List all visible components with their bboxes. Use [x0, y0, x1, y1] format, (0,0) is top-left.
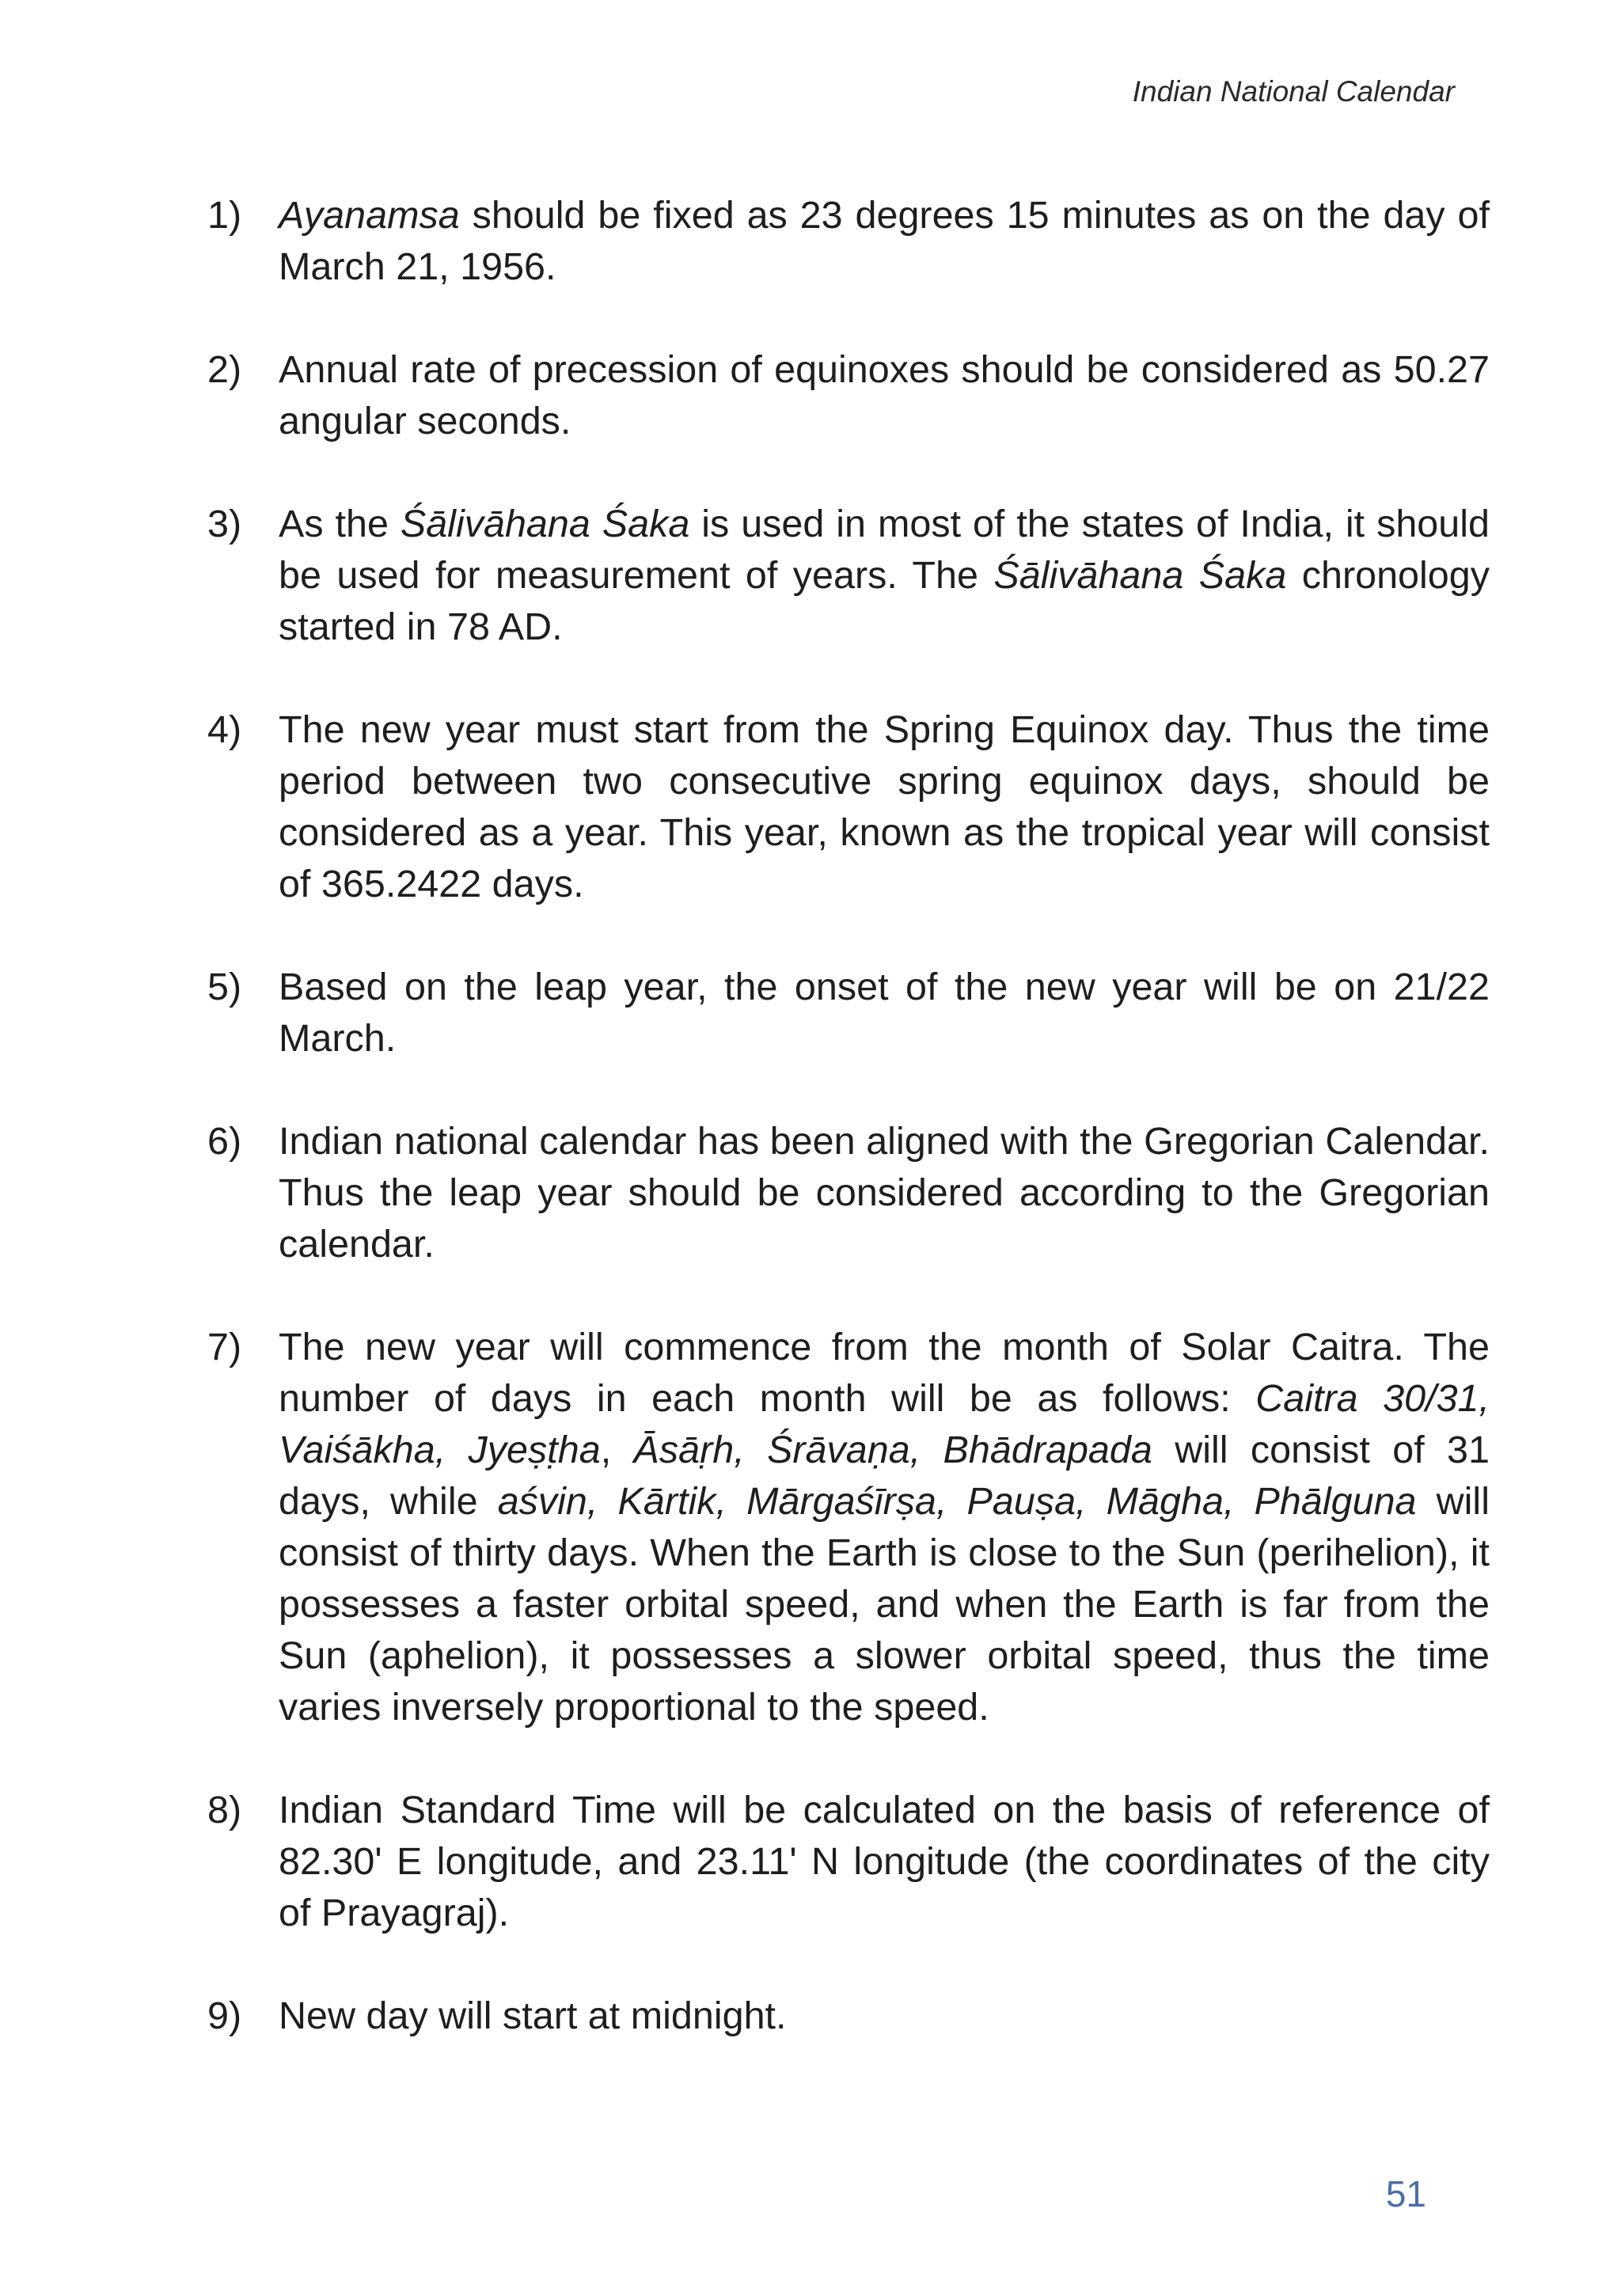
item-text — [279, 1994, 787, 2037]
text-segment: The new year must start from the Spring Equinox day. Thus the time period between two consecutive spring equinox days, should be considered as a year. This year, known as the tropical year will consist of 365.2422 days. — [279, 708, 1490, 905]
item-number: 8) — [207, 1789, 242, 1831]
text-segment: will consist of 31 days, while — [279, 1429, 1490, 1523]
italic-term: Śālivāhana Śaka — [993, 554, 1287, 597]
list-item — [207, 704, 1490, 910]
item-text — [279, 1120, 1490, 1266]
text-segment: , — [600, 1429, 634, 1471]
item-text — [279, 1326, 1490, 1729]
italic-term: Āsāṛh, Śrāvaṇa, Bhādrapada — [633, 1429, 1152, 1471]
italic-term: Śālivāhana Śaka — [400, 503, 690, 545]
item-text — [279, 966, 1490, 1060]
text-segment: New day will start at midnight. — [279, 1994, 787, 2037]
italic-term: Ayanamsa — [279, 194, 460, 237]
list-item — [207, 1116, 1490, 1270]
item-number: 6) — [207, 1120, 242, 1163]
list-item — [207, 344, 1490, 447]
text-segment: chronology started in 78 AD. — [279, 554, 1490, 648]
page-number: 51 — [1385, 2173, 1426, 2214]
text-segment: The new year will commence from the month of Solar Caitra. The number of days in each month will be as follows: — [279, 1326, 1490, 1420]
italic-term: Caitra 30/31, Vaiśākha, Jyeṣṭha — [279, 1377, 1490, 1471]
text-segment: Based on the leap year, the onset of the new year will be on 21/22 March. — [279, 966, 1490, 1060]
list-item — [207, 1990, 1490, 2042]
item-number: 7) — [207, 1326, 242, 1368]
list-item — [207, 499, 1490, 653]
running-header: Indian National Calendar — [1132, 75, 1455, 108]
list-item — [207, 1322, 1490, 1733]
text-segment: should be fixed as 23 degrees 15 minutes as on the day of March 21, 1956. — [279, 194, 1490, 288]
text-segment: will consist of thirty days. When the Earth is close to the Sun (perihelion), it possesses a faster orbital speed, and when the Earth is far from the Sun (aphelion), it possesses a slower orbital speed, thus the time varies inversely proportional to the speed. — [279, 1480, 1490, 1729]
item-number: 1) — [207, 194, 242, 237]
item-number: 4) — [207, 708, 242, 751]
italic-term: aśvin, Kārtik, Mārgaśīrṣa, Pauṣa, Māgha, Phālguna — [497, 1480, 1417, 1523]
item-text — [279, 1789, 1490, 1934]
text-segment: Annual rate of precession of equinoxes should be considered as 50.27 angular seconds. — [279, 348, 1490, 442]
item-text — [279, 503, 1490, 648]
text-segment: As the — [279, 503, 401, 545]
text-segment: Indian national calendar has been aligned with the Gregorian Calendar. Thus the leap year should be considered according to the Gregorian calendar. — [279, 1120, 1490, 1266]
item-text — [279, 708, 1490, 905]
numbered-list — [207, 190, 1490, 2042]
item-number: 9) — [207, 1994, 242, 2037]
text-segment: Indian Standard Time will be calculated on the basis of reference of 82.30' E longitude, and 23.11' N longitude (the coordinates of the city of Prayagraj). — [279, 1789, 1490, 1934]
list-item — [207, 190, 1490, 293]
text-segment: is used in most of the states of India, it should be used for measurement of years. The — [279, 503, 1490, 597]
item-number: 2) — [207, 348, 242, 391]
item-number: 5) — [207, 966, 242, 1008]
item-text — [279, 348, 1490, 442]
item-text — [279, 194, 1490, 288]
item-number: 3) — [207, 503, 242, 545]
list-item — [207, 1785, 1490, 1939]
list-item — [207, 962, 1490, 1065]
